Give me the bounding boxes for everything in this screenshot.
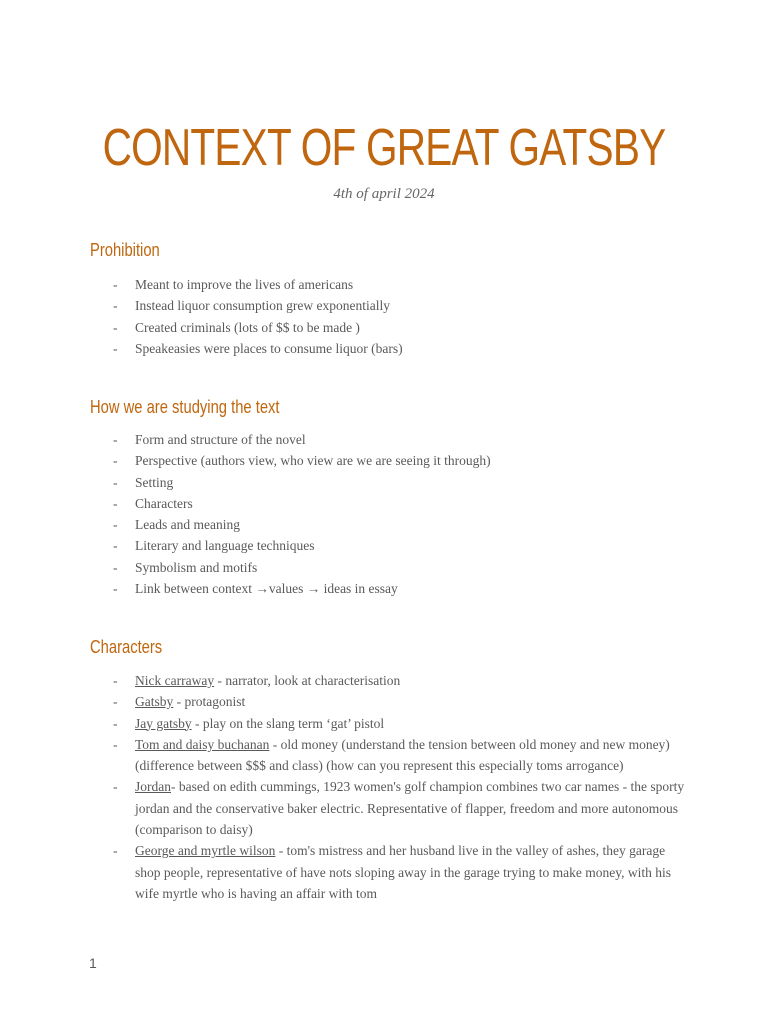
character-item (113, 670, 688, 691)
character-item (113, 840, 688, 904)
list-item: - Literary and language techniques (113, 535, 688, 556)
page-number: 1 (89, 955, 97, 971)
prohibition-list (113, 274, 688, 359)
list-item: - Leads and meaning (113, 514, 688, 535)
character-description: - tom's mistress and her husband live in the valley of ashes, they garage shop people, representative of have nots sloping away in the garage trying to make money, with his wife myrtle who is having an affair with tom (135, 843, 671, 901)
character-item (113, 713, 688, 734)
list-item: - Characters (113, 493, 688, 514)
character-name: Jay gatsby (135, 715, 192, 731)
character-item (113, 734, 688, 777)
studying-list (113, 429, 688, 599)
list-item: - Link between context →values → ideas in essay (113, 578, 688, 599)
character-item (113, 776, 688, 840)
heading-characters: Characters (90, 637, 163, 657)
list-item: - Setting (113, 472, 688, 493)
characters-list (113, 670, 688, 904)
character-description: - old money (understand the tension between old money and new money) (difference between $$$ and class) (how can you represent this especially toms arrogance) (135, 736, 670, 774)
character-description: - based on edith cummings, 1923 women's golf champion combines two car names - the sporty jordan and the conservative baker electric. Representative of flapper, freedom and more autonomous (comparison to daisy) (135, 779, 685, 838)
character-name: George and myrtle wilson (135, 843, 276, 859)
list-item: - Speakeasies were places to consume liquor (bars) (113, 338, 688, 359)
character-description: - protagonist (173, 694, 246, 710)
character-item (113, 691, 688, 712)
character-name: Gatsby (135, 694, 174, 710)
document-date: 4th of april 2024 (333, 186, 435, 202)
list-item: - Instead liquor consumption grew exponentially (113, 295, 688, 316)
list-item: - Perspective (authors view, who view are we are seeing it through) (113, 450, 688, 471)
character-name: Tom and daisy buchanan (135, 736, 270, 752)
list-item: - Symbolism and motifs (113, 557, 688, 578)
character-name: Nick carraway (135, 673, 215, 688)
heading-studying: How we are studying the text (90, 397, 280, 417)
character-name: Jordan (135, 779, 171, 795)
list-item: - Meant to improve the lives of americans (113, 274, 688, 295)
heading-prohibition: Prohibition (90, 240, 160, 260)
document-title: CONTEXT OF GREAT GATSBY (102, 119, 666, 177)
list-item: - Created criminals (lots of $$ to be made ) (113, 317, 688, 338)
character-description: - narrator, look at characterisation (214, 673, 401, 688)
list-item: - Form and structure of the novel (113, 429, 688, 450)
character-description: - play on the slang term ‘gat’ pistol (191, 715, 385, 731)
